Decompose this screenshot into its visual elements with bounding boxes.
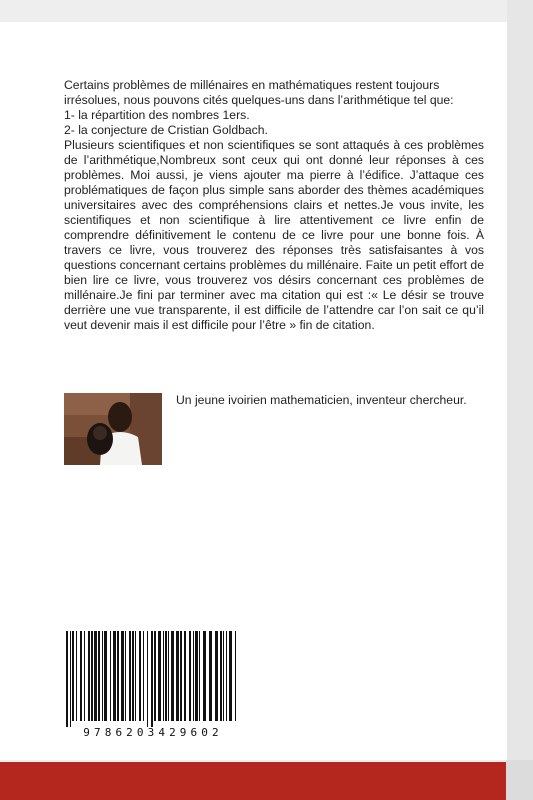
barcode-bar: [129, 631, 131, 721]
barcode-bar: [110, 631, 111, 721]
barcode-bar: [143, 631, 144, 721]
red-band: [0, 762, 506, 800]
spine-strip: [507, 0, 533, 760]
barcode-bars: [62, 631, 244, 727]
barcode-bar: [163, 631, 164, 721]
barcode-bar: [168, 631, 169, 721]
barcode-bar: [215, 631, 218, 721]
barcode-bar: [70, 631, 71, 727]
barcode-number: 9786203429602: [83, 726, 223, 739]
isbn-barcode: [62, 631, 244, 753]
description-line-2: irrésolues, nous pouvons cités quelques-uns dans l’arithmétique tel que:: [64, 93, 454, 107]
description-text: [64, 78, 484, 333]
barcode-bar: [229, 631, 232, 721]
author-photo-image: [64, 393, 162, 465]
corner-strip: [506, 760, 533, 800]
barcode-bar: [104, 631, 107, 721]
author-photo: [64, 393, 162, 465]
barcode-bar: [125, 631, 126, 721]
barcode-bar: [165, 631, 167, 721]
barcode-bar: [132, 631, 134, 721]
list-item-1: 1- la répartition des nombres 1ers.: [64, 108, 250, 122]
barcode-bar: [66, 631, 68, 727]
barcode-bar: [80, 631, 82, 721]
barcode-bar: [199, 631, 200, 721]
top-band: [0, 0, 533, 22]
barcode-bar: [223, 631, 224, 721]
barcode-bar: [209, 631, 212, 721]
barcode-bar: [72, 631, 74, 721]
barcode-bar: [220, 631, 222, 721]
barcode-bar: [147, 631, 148, 727]
barcode-bar: [189, 631, 191, 721]
barcode-bar: [203, 631, 206, 721]
barcode-bar: [158, 631, 161, 721]
barcode-bar: [94, 631, 97, 721]
barcode-bar: [184, 631, 186, 721]
list-item-2: 2- la conjecture de Cristian Goldbach.: [64, 123, 268, 137]
barcode-bar: [171, 631, 174, 721]
barcode-bar: [84, 631, 85, 721]
barcode-bar: [98, 631, 100, 721]
barcode-bar: [113, 631, 116, 721]
barcode-bar: [226, 631, 227, 721]
barcode-bar: [180, 631, 182, 721]
barcode-bar: [121, 631, 124, 721]
description-paragraph: Plusieurs scientifiques et non scientifiques se sont attaqués à ces problèmes de l’arithmétique,Nombreux sont ceux qui ont donné leur réponses à ces problèmes. Moi aussi, je viens ajouter ma pierre à l’édifice. J’attaque ces problématiques de façon plus simple sans aborder des thèmes académiques universitaires avec des compréhensions clairs et nettes.Je vous invite, les scientifiques et non scientifique à lire attentivement ce livre enfin de comprendre définitivement le contenu de ce livre pour une bonne fois. À travers ce livre, vous trouverez des réponses très satisfaisantes à vos questions concernant certains problèmes du millénaire. Faite un petit effort de bien lire ce livre, vous trouverez vos désirs concernant ces problèmes de millénaire.Je fini par terminer avec ma citation qui est :« Le désir se trouve derrière une vue transparente, il est difficile de l’attendre car l’on sait ce qu’il veut devenir mais il est difficile pour l’être » fin de citation.: [64, 138, 484, 332]
barcode-bar: [139, 631, 141, 721]
barcode-bar: [102, 631, 103, 721]
barcode-bar: [154, 631, 156, 721]
author-section: [64, 393, 484, 473]
barcode-bar: [76, 631, 77, 721]
description-line-1: Certains problèmes de millénaires en mathématiques restent toujours: [64, 78, 440, 92]
barcode-bar: [235, 631, 236, 721]
barcode-bar: [117, 631, 119, 721]
barcode-bar: [151, 631, 153, 727]
barcode-bar: [176, 631, 179, 721]
barcode-bar: [195, 631, 198, 721]
barcode-bar: [135, 631, 136, 721]
barcode-bar: [91, 631, 93, 721]
barcode-bar: [193, 631, 194, 721]
barcode-bar: [88, 631, 90, 721]
author-bio: Un jeune ivoirien mathematicien, inventeur chercheur.: [176, 393, 467, 407]
